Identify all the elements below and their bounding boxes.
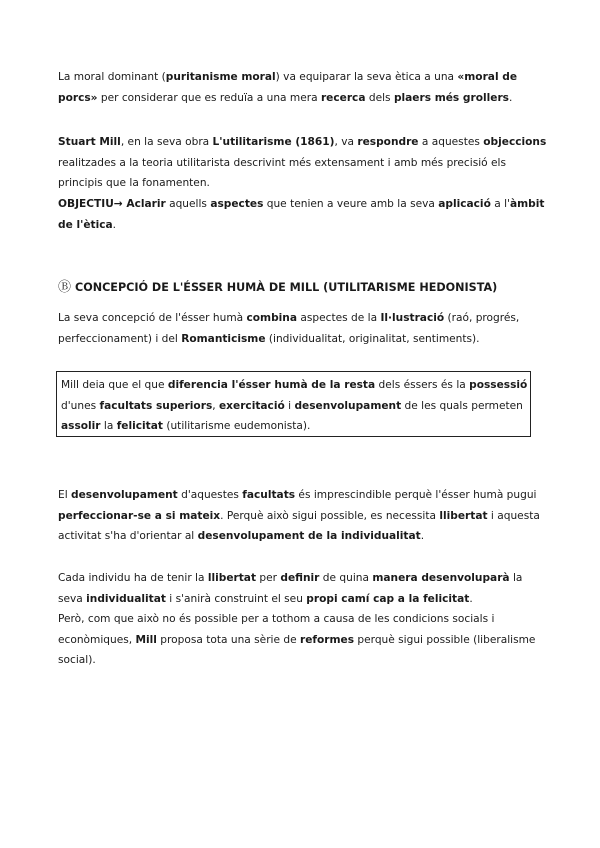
highlight-box: Mill deia que el que diferencia l'ésser humà de la resta dels éssers és la possessió d'unes facultats superiors, exercitació i desenvolupament de les quals permeten assolir la felicitat (utilitarisme eudemonista). [56,371,531,437]
section-heading: Ⓑ CONCEPCIÓ DE L'ÉSSER HUMÀ DE MILL (UTILITARISME HEDONISTA) [58,280,498,295]
paragraph-desenvolupament: El desenvolupament d'aquestes facultats és imprescindible perquè l'ésser humà pugui perfeccionar-se a si mateix. Perquè això sigui possible, es necessita llibertat i aquesta activitat s'ha d'orientar al desenvolupament de la individualitat. [58,489,540,543]
paragraph-stuart-mill: Stuart Mill, en la seva obra L'utilitarisme (1861), va respondre a aquestes objeccions realitzades a la teoria utilitarista descrivint més extensament i amb més precisió els principis que la fonamenten. [58,136,547,190]
paragraph-cada-individu: Cada individu ha de tenir la llibertat per definir de quina manera desenvoluparà la seva individualitat i s'anirà construint el seu propi camí cap a la felicitat. [58,572,523,605]
paragraph-objectiu: OBJECTIU→ Aclarir aquells aspectes que tenien a veure amb la seva aplicació a l'àmbit de l'ètica. [58,198,545,231]
paragraph-reformes: Però, com que això no és possible per a tothom a causa de les condicions socials i econòmiques, Mill proposa tota una sèrie de reformes perquè sigui possible (liberalisme social). [58,613,536,667]
paragraph-moral-dominant: La moral dominant (puritanisme moral) va equiparar la seva ètica a una «moral de porcs» per considerar que es reduïa a una mera recerca dels plaers més grollers. [58,71,518,104]
paragraph-concepcio: La seva concepció de l'ésser humà combina aspectes de la Il·lustració (raó, progrés, perfeccionament) i del Romanticisme (individualitat, originalitat, sentiments). [58,312,520,345]
circled-b-marker: Ⓑ [58,280,72,295]
